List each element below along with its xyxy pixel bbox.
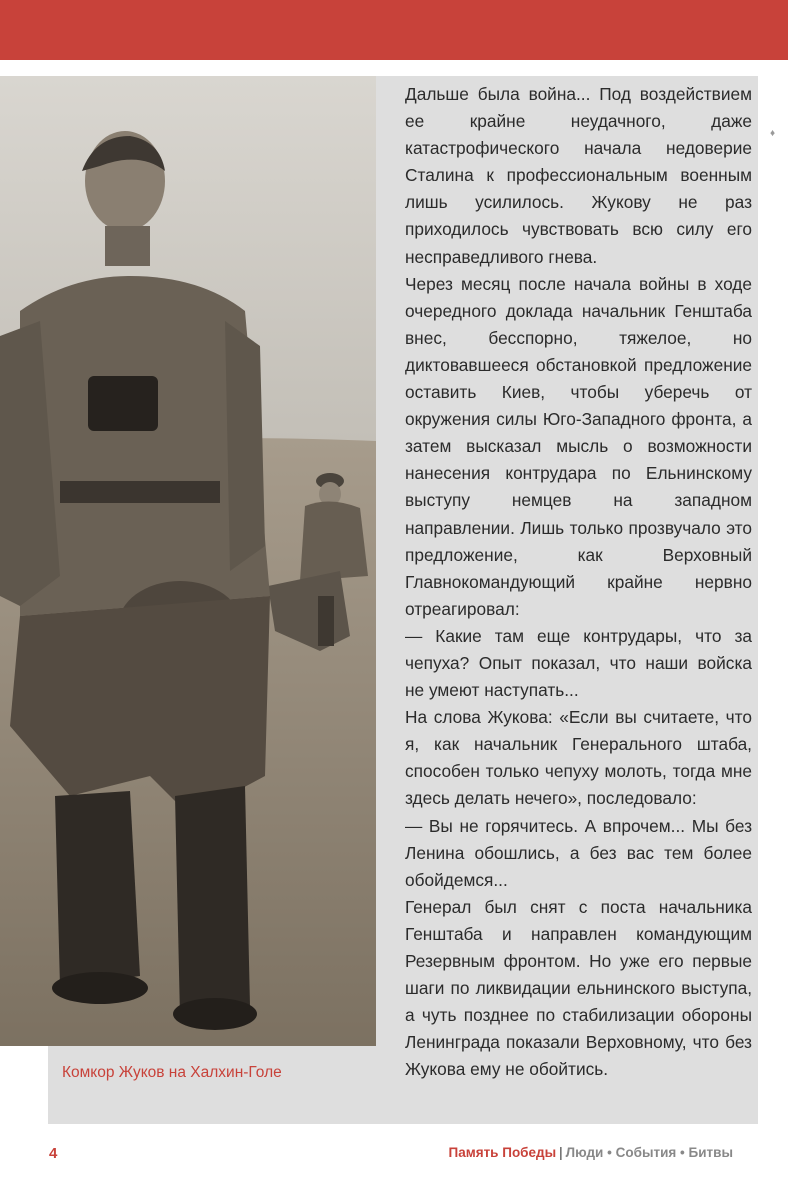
paragraph: На слова Жукова: «Если вы считаете, что я, как начальник Генерального штаба, способен только чепуху молоть, тогда мне здесь делать нечего», последовало:	[405, 707, 752, 809]
footer-dot: •	[680, 1145, 685, 1160]
photo-illustration	[0, 76, 376, 1046]
paragraph: Через месяц после начала войны в ходе очередного доклада начальник Генштаба внес, бесспорно, тяжелое, но диктовавшееся обстановкой предложение оставить Киев, чтобы уберечь от окружения силы Юго-Западного фронта, а затем высказал мысль о возможности нанесения контрудара по Ельнинскому выступу немцев на западном направлении. Лишь только прозвучало это предложение, как Верховный Главнокомандующий крайне нервно отреагировал:	[405, 273, 752, 619]
footer-section-battles: Битвы	[688, 1145, 733, 1160]
paragraph: — Вы не горячитесь. А впрочем... Мы без Ленина обошлись, а без вас тем более обойдемся...	[405, 815, 752, 890]
paragraph: Генерал был снят с поста начальника Генштаба и направлен командующим Резервным фронтом. Но уже его первые шаги по ликвидации ельнинского выступа, а чуть позднее по стабилизации обороны Ленинграда показали Верховному, что без Жукова ему не обойтись.	[405, 896, 752, 1080]
zhukov-photo	[0, 76, 376, 1046]
paragraph: — Какие там еще контрудары, что за чепуха? Опыт показал, что наши войска не умеют наступать...	[405, 625, 752, 701]
photo-caption: Комкор Жуков на Халхин-Голе	[62, 1064, 282, 1081]
footer-separator: |	[559, 1145, 563, 1160]
footer-section-people: Люди	[565, 1145, 604, 1160]
footer-dot: •	[607, 1145, 612, 1160]
margin-mark: ♦	[770, 128, 776, 139]
footer-section-events: События	[615, 1145, 677, 1160]
page-number: 4	[49, 1145, 58, 1162]
top-color-band	[0, 0, 788, 60]
paragraph: Дальше была война... Под воздействием ее крайне неудачного, даже катастрофического начала недоверие Сталина к профессиональным военным лишь усилилось. Жукову не раз приходилось чувствовать всю силу его несправедливого гнева.	[405, 84, 752, 267]
article-column	[405, 81, 752, 1083]
running-footer	[449, 1145, 734, 1160]
footer-brand: Память Победы	[448, 1145, 557, 1160]
